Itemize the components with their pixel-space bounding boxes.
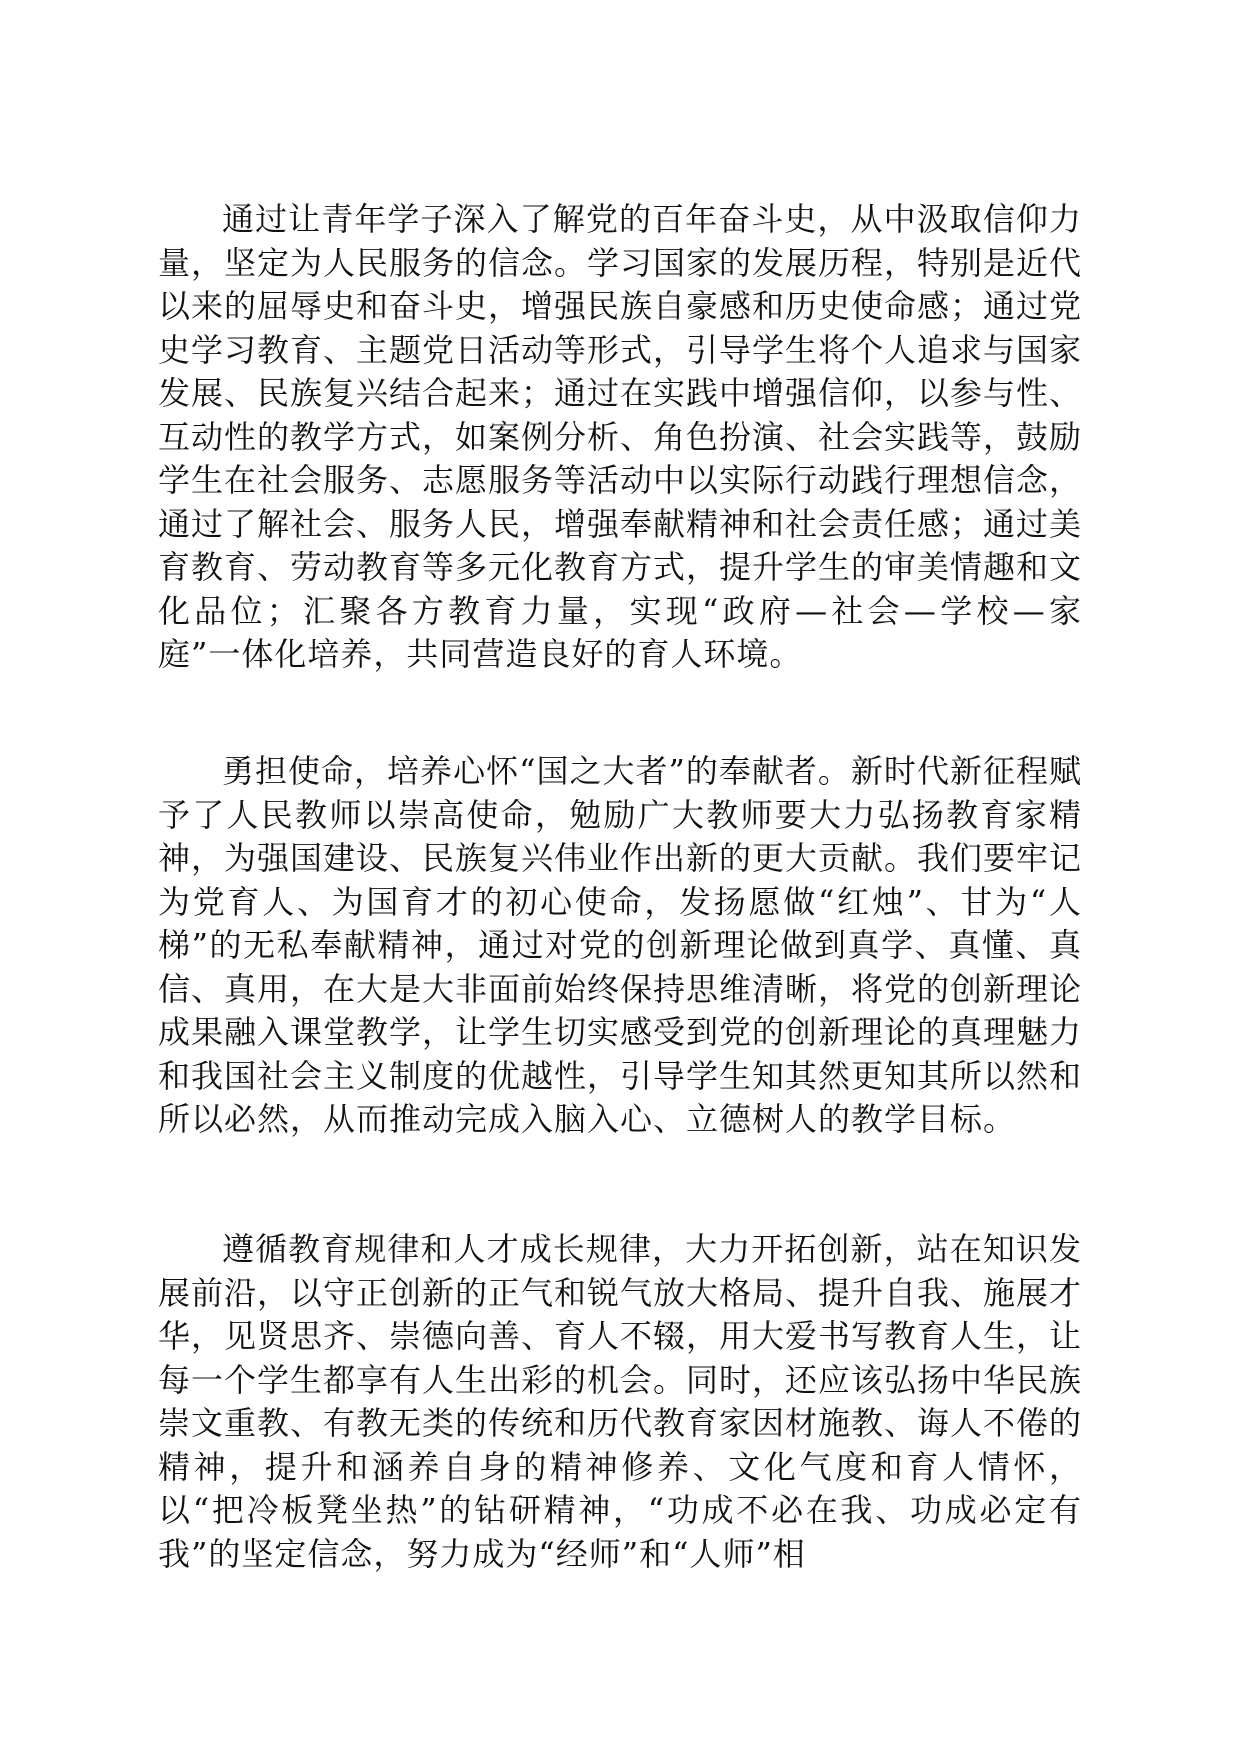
- paragraph-block-2: [158, 750, 1082, 1142]
- paragraph-3: 遵循教育规律和人才成长规律，大力开拓创新，站在知识发展前沿，以守正创新的正气和锐气放大格局、提升自我、施展才华，见贤思齐、崇德向善、育人不辍，用大爱书写教育人生，让每一个学生都享有人生出彩的机会。同时，还应该弘扬中华民族崇文重教、有教无类的传统和历代教育家因材施教、诲人不倦的精神，提升和涵养自身的精神修养、文化气度和育人情怀，以“把冷板凳坐热”的钻研精神，“功成不必在我、功成必定有我”的坚定信念，努力成为“经师”和“人师”相: [158, 1230, 1083, 1573]
- paragraph-block-3: [158, 1228, 1082, 1576]
- paragraph-2: 勇担使命，培养心怀“国之大者”的奉献者。新时代新征程赋予了人民教师以崇高使命，勉励广大教师要大力弘扬教育家精神，为强国建设、民族复兴伟业作出新的更大贡献。我们要牢记为党育人、为国育才的初心使命，发扬愿做“红烛”、甘为“人梯”的无私奉献精神，通过对党的创新理论做到真学、真懂、真信、真用，在大是大非面前始终保持思维清晰，将党的创新理论成果融入课堂教学，让学生切实感受到党的创新理论的真理魅力和我国社会主义制度的优越性，引导学生知其然更知其所以然和所以必然，从而推动完成入脑入心、立德树人的教学目标。: [158, 752, 1083, 1138]
- paragraph-block-1: [158, 198, 1082, 677]
- paragraph-1: 通过让青年学子深入了解党的百年奋斗史，从中汲取信仰力量，坚定为人民服务的信念。学习国家的发展历程，特别是近代以来的屈辱史和奋斗史，增强民族自豪感和历史使命感；通过党史学习教育、主题党日活动等形式，引导学生将个人追求与国家发展、民族复兴结合起来；通过在实践中增强信仰，以参与性、互动性的教学方式，如案例分析、角色扮演、社会实践等，鼓励学生在社会服务、志愿服务等活动中以实际行动践行理想信念，通过了解社会、服务人民，增强奉献精神和社会责任感；通过美育教育、劳动教育等多元化教育方式，提升学生的审美情趣和文化品位；汇聚各方教育力量，实现“政府—社会—学校—家庭”一体化培养，共同营造良好的育人环境。: [158, 200, 1083, 673]
